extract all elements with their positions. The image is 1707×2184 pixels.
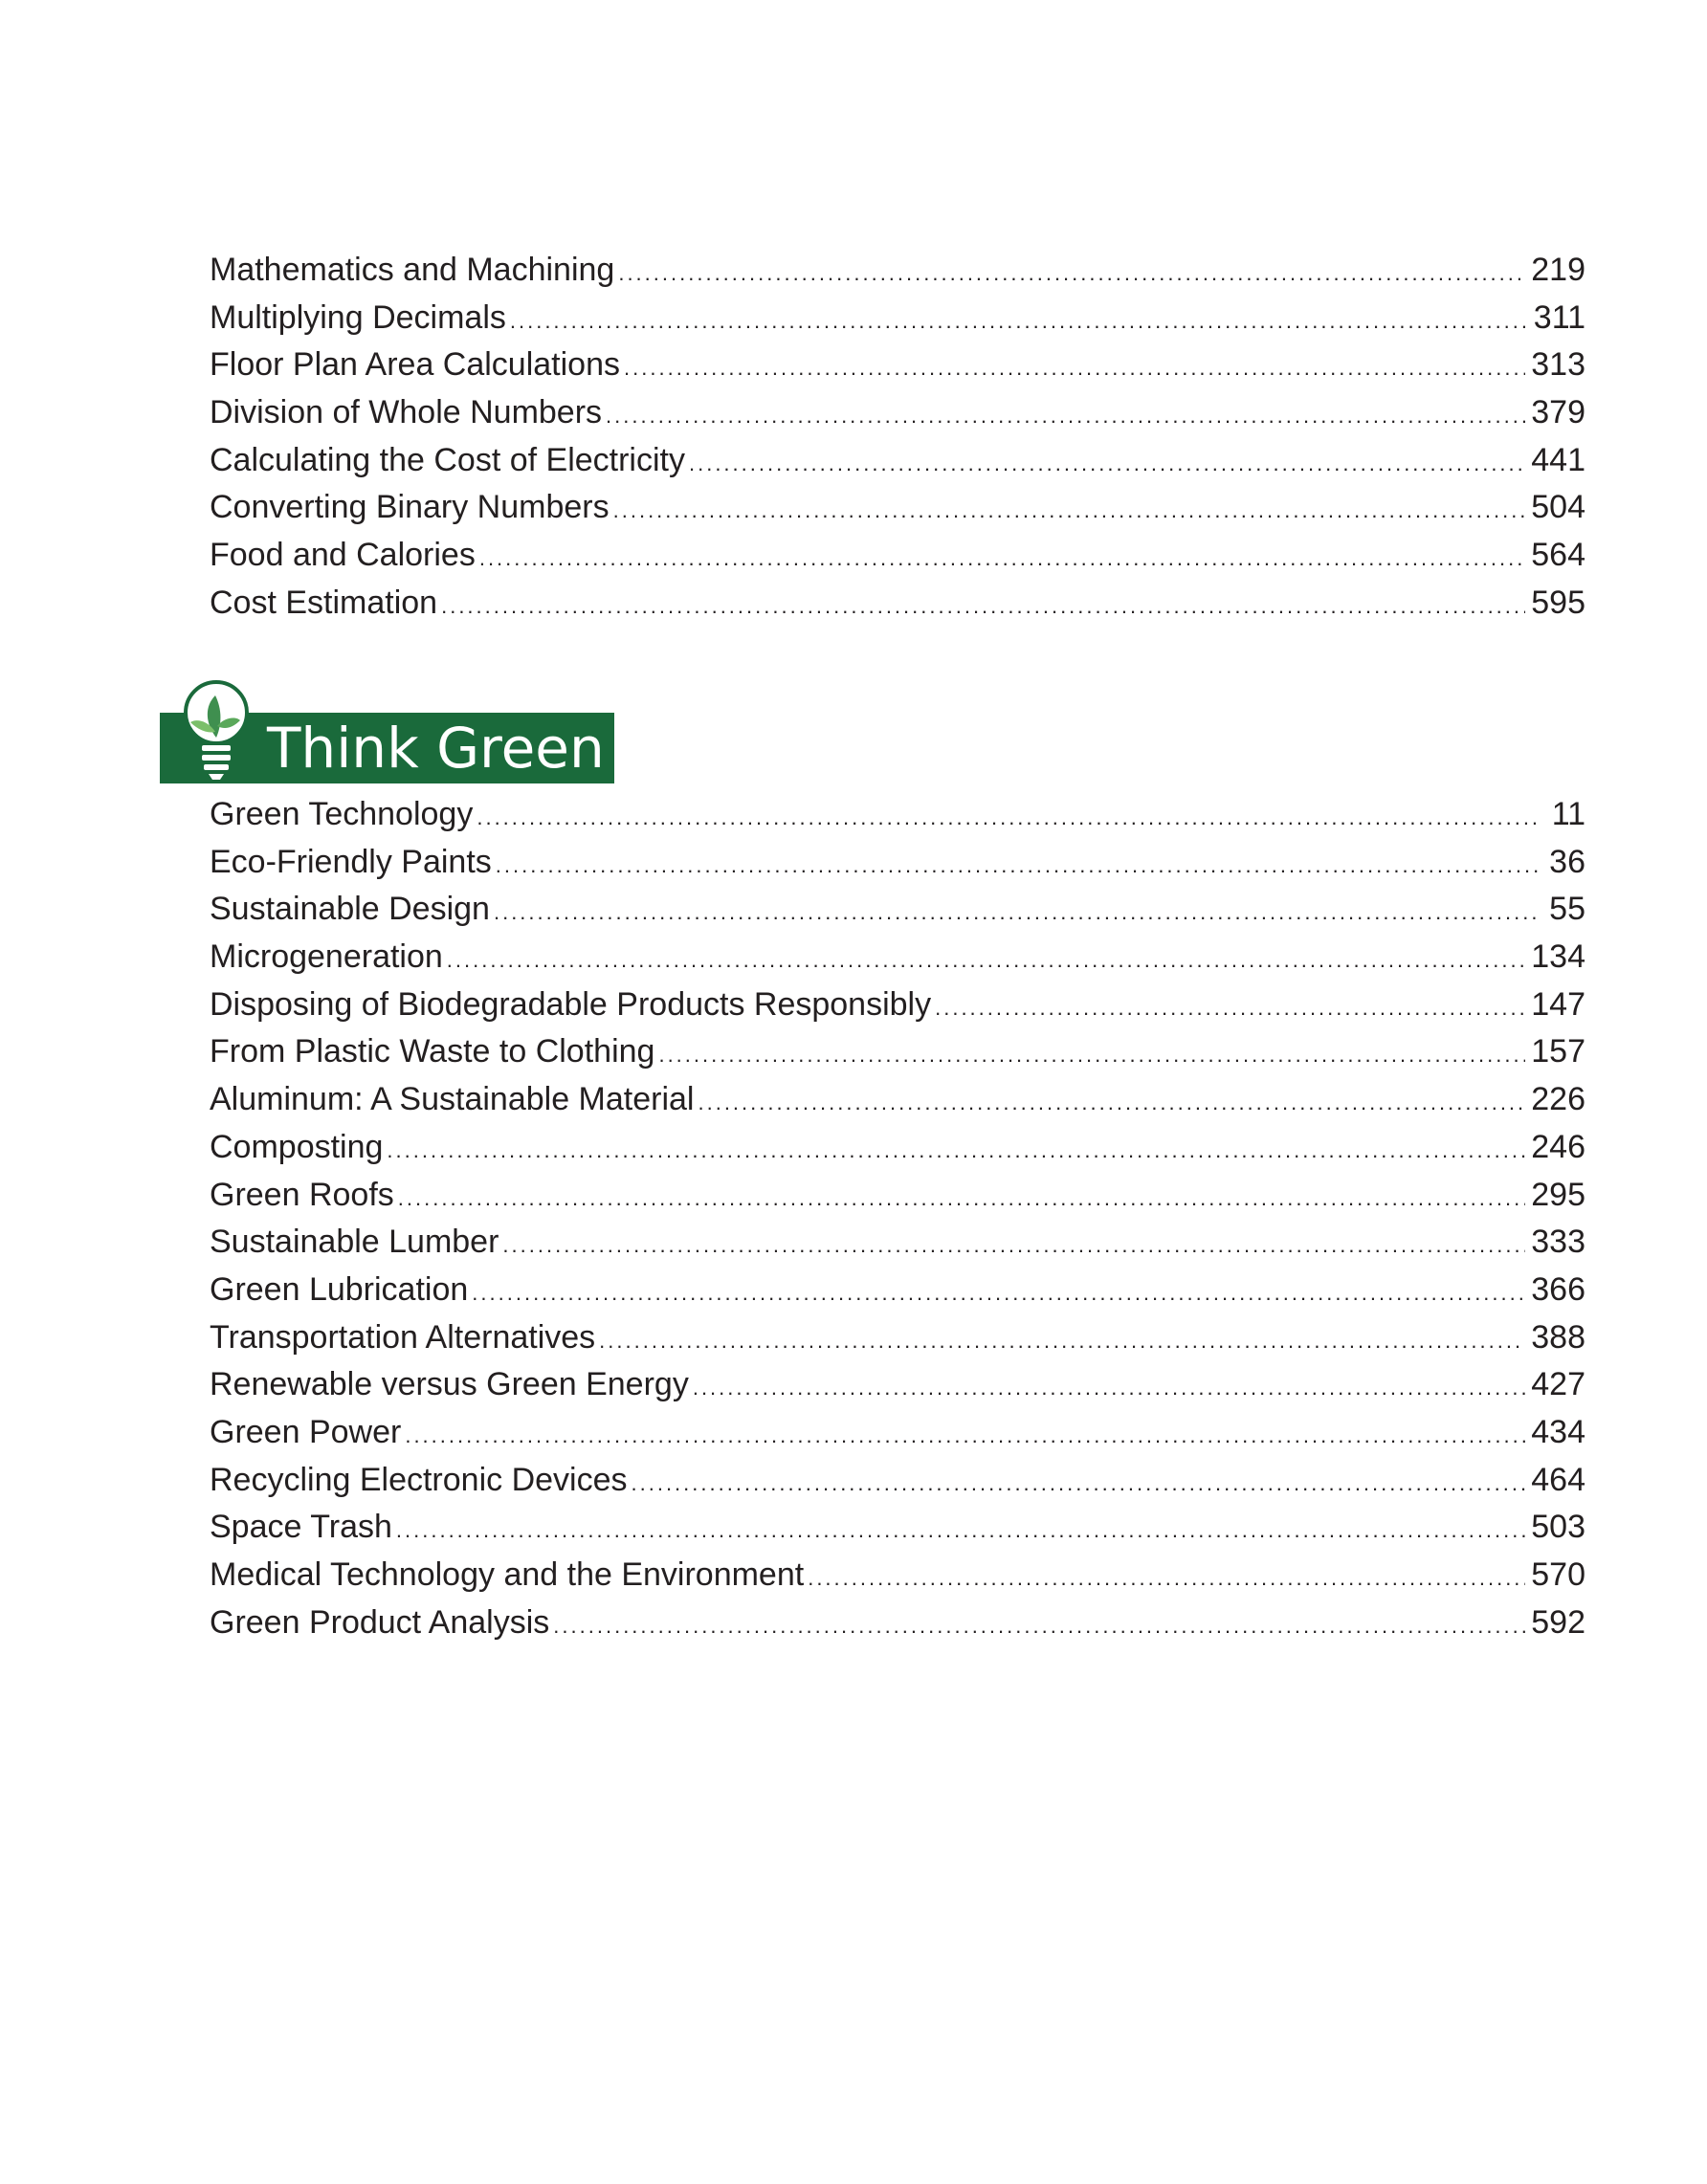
- toc-entry-title: Multiplying Decimals: [210, 298, 506, 336]
- toc-entry[interactable]: [210, 295, 1585, 342]
- toc-entry-page-number: 36: [1549, 843, 1585, 880]
- dot-leader: [618, 250, 1525, 298]
- toc-entry-page-number: 311: [1533, 298, 1585, 336]
- toc-list-think-green: [210, 791, 1585, 1646]
- toc-entry-page-number: 388: [1531, 1318, 1585, 1356]
- dot-leader: [689, 440, 1525, 488]
- toc-entry-page-number: 504: [1531, 489, 1585, 526]
- toc-entry-title: Transportation Alternatives: [210, 1318, 596, 1356]
- toc-entry-page-number: 55: [1549, 891, 1585, 928]
- dot-leader: [477, 794, 1541, 842]
- toc-entry-title: Eco-Friendly Paints: [210, 843, 492, 880]
- toc-entry[interactable]: [210, 1172, 1585, 1220]
- toc-entry[interactable]: [210, 1409, 1585, 1457]
- toc-entry-title: Converting Binary Numbers: [210, 489, 610, 526]
- dot-leader: [693, 1364, 1525, 1412]
- toc-entry[interactable]: [210, 839, 1585, 887]
- toc-entry-page-number: 313: [1531, 346, 1585, 384]
- dot-leader: [613, 487, 1526, 535]
- toc-entry-title: Renewable versus Green Energy: [210, 1366, 689, 1403]
- dot-leader: [472, 1269, 1525, 1317]
- toc-entry-title: Microgeneration: [210, 938, 443, 976]
- toc-entry[interactable]: [210, 247, 1585, 295]
- dot-leader: [502, 1222, 1525, 1269]
- toc-entry[interactable]: [210, 982, 1585, 1029]
- toc-entry-title: Floor Plan Area Calculations: [210, 346, 621, 384]
- toc-entry-page-number: 441: [1531, 441, 1585, 478]
- dot-leader: [398, 1175, 1526, 1223]
- toc-entry-title: Green Roofs: [210, 1176, 394, 1213]
- dot-leader: [396, 1507, 1525, 1555]
- toc-entry[interactable]: [210, 934, 1585, 982]
- dot-leader: [698, 1079, 1525, 1127]
- toc-entry-title: From Plastic Waste to Clothing: [210, 1033, 655, 1070]
- toc-entry-page-number: 333: [1531, 1224, 1585, 1261]
- toc-entry-page-number: 219: [1531, 252, 1585, 288]
- dot-leader: [496, 842, 1541, 890]
- toc-entry-page-number: 134: [1531, 938, 1585, 976]
- toc-entry-page-number: 226: [1531, 1081, 1585, 1118]
- toc-entry-title: Calculating the Cost of Electricity: [210, 441, 685, 478]
- toc-entry-page-number: 427: [1531, 1366, 1585, 1403]
- toc-entry-page-number: 592: [1531, 1603, 1585, 1641]
- section-title: Think Green: [267, 716, 605, 781]
- toc-entry-title: Food and Calories: [210, 537, 476, 574]
- dot-leader: [599, 1317, 1525, 1365]
- dot-leader: [658, 1031, 1525, 1079]
- toc-entry-title: Division of Whole Numbers: [210, 394, 603, 431]
- toc-entry[interactable]: [210, 1028, 1585, 1076]
- toc-entry-page-number: 366: [1531, 1270, 1585, 1308]
- toc-entry-title: Sustainable Lumber: [210, 1224, 499, 1261]
- toc-entry-title: Space Trash: [210, 1509, 392, 1546]
- toc-entry[interactable]: [210, 1552, 1585, 1599]
- think-green-header: [160, 713, 614, 783]
- toc-entry-page-number: 379: [1531, 394, 1585, 431]
- dot-leader: [447, 937, 1525, 984]
- toc-entry-title: Cost Estimation: [210, 584, 438, 621]
- toc-entry[interactable]: [210, 580, 1585, 628]
- toc-entry[interactable]: [210, 1219, 1585, 1267]
- toc-entry[interactable]: [210, 886, 1585, 934]
- dot-leader: [494, 889, 1541, 937]
- toc-entry-page-number: 464: [1531, 1461, 1585, 1498]
- toc-entry[interactable]: [210, 1314, 1585, 1362]
- dot-leader: [387, 1127, 1525, 1175]
- toc-entry[interactable]: [210, 484, 1585, 532]
- toc-entry[interactable]: [210, 342, 1585, 389]
- toc-entry-title: Mathematics and Machining: [210, 252, 615, 288]
- toc-entry[interactable]: [210, 1504, 1585, 1552]
- toc-entry-title: Green Technology: [210, 796, 474, 832]
- dot-leader: [632, 1460, 1526, 1508]
- toc-entry-title: Recycling Electronic Devices: [210, 1461, 628, 1498]
- toc-list-math: [210, 247, 1585, 628]
- dot-leader: [808, 1555, 1525, 1602]
- dot-leader: [624, 344, 1525, 392]
- toc-entry-page-number: 564: [1531, 537, 1585, 574]
- toc-entry-title: Green Lubrication: [210, 1270, 469, 1308]
- toc-entry-page-number: 11: [1551, 796, 1585, 832]
- toc-entry-page-number: 595: [1531, 584, 1585, 621]
- toc-entry[interactable]: [210, 1361, 1585, 1409]
- toc-entry-title: Disposing of Biodegradable Products Responsibly: [210, 985, 932, 1023]
- dot-leader: [479, 535, 1525, 583]
- dot-leader: [441, 583, 1525, 630]
- toc-entry-title: Sustainable Design: [210, 891, 490, 928]
- toc-entry[interactable]: [210, 532, 1585, 580]
- toc-entry-page-number: 503: [1531, 1509, 1585, 1546]
- dot-leader: [606, 392, 1525, 440]
- toc-entry-title: Aluminum: A Sustainable Material: [210, 1081, 695, 1118]
- toc-entry[interactable]: [210, 437, 1585, 485]
- toc-entry[interactable]: [210, 1076, 1585, 1124]
- toc-entry[interactable]: [210, 1267, 1585, 1314]
- toc-entry-page-number: 295: [1531, 1176, 1585, 1213]
- toc-entry[interactable]: [210, 791, 1585, 839]
- toc-entry[interactable]: [210, 1457, 1585, 1505]
- dot-leader: [935, 984, 1525, 1032]
- dot-leader: [405, 1412, 1525, 1460]
- dot-leader: [510, 298, 1528, 345]
- toc-entry-page-number: 570: [1531, 1556, 1585, 1593]
- toc-entry-page-number: 147: [1531, 985, 1585, 1023]
- toc-entry-page-number: 246: [1531, 1128, 1585, 1165]
- toc-entry-page-number: 157: [1531, 1033, 1585, 1070]
- toc-entry[interactable]: [210, 389, 1585, 437]
- toc-entry[interactable]: [210, 1599, 1585, 1647]
- lightbulb-leaf-icon: [177, 678, 255, 785]
- toc-entry-title: Green Product Analysis: [210, 1603, 550, 1641]
- toc-entry-title: Composting: [210, 1128, 384, 1165]
- toc-entry-title: Medical Technology and the Environment: [210, 1556, 805, 1593]
- toc-entry-page-number: 434: [1531, 1413, 1585, 1450]
- toc-entry[interactable]: [210, 1124, 1585, 1172]
- toc-entry-title: Green Power: [210, 1413, 402, 1450]
- dot-leader: [553, 1602, 1525, 1650]
